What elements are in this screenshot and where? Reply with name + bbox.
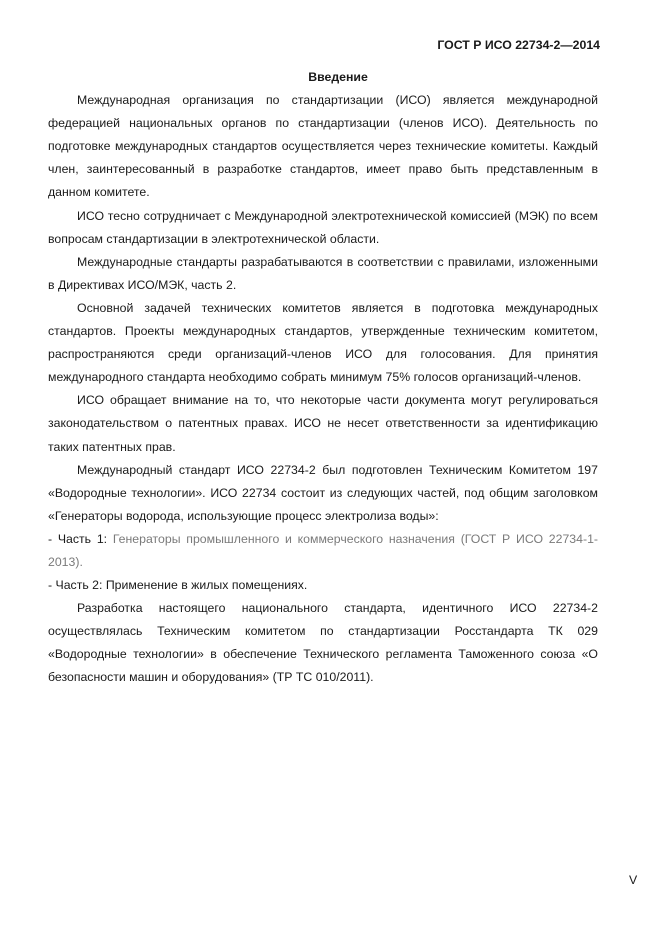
part-1-text: Генераторы промышленного и коммерческого назначения (ГОСТ Р ИСО 22734-1-2013). xyxy=(48,531,598,569)
introduction-section xyxy=(48,66,598,690)
document-header: ГОСТ Р ИСО 22734-2—2014 xyxy=(437,38,600,52)
paragraph-development: Разработка настоящего национального стандарта, идентичного ИСО 22734-2 осуществлялась Техническим комитетом по стандартизации Росстандарта ТК 029 «Водородные технологии» в обеспечение Технического регламента Таможенного союза «О безопасности машин и оборудования» (ТР ТС 010/2011). xyxy=(48,601,598,685)
paragraph-directives: Международные стандарты разрабатываются в соответствии с правилами, изложенными в Директивах ИСО/МЭК, часть 2. xyxy=(48,254,598,292)
paragraph-committee-task: Основной задачей технических комитетов является в подготовка международных стандартов. Проекты международных стандартов, утвержденные техническим комитетом, распространяются среди организаций-членов ИСО для голосования. Для принятия международного стандарта необходимо собрать минимум 75% голосов организаций-членов. xyxy=(48,300,598,385)
part-1-prefix: - Часть 1: xyxy=(48,531,108,546)
section-title: Введение xyxy=(308,70,368,84)
list-item-part-1 xyxy=(48,528,598,574)
paragraph-iso-intro: Международная организация по стандартизации (ИСО) является международной федерацией национальных органов по стандартизации (членов ИСО). Деятельность по подготовке международных стандартов осуществляется через технические комитеты. Каждый член, заинтересованный в разработке стандартов, имеет право быть представленным в данном комитете. xyxy=(48,93,598,200)
page-number: V xyxy=(629,873,638,887)
paragraph-standard-parts: Международный стандарт ИСО 22734-2 был подготовлен Техническим Комитетом 197 «Водородные технологии». ИСО 22734 состоит из следующих частей, под общим заголовком «Генераторы водорода, использующие процесс электролиза воды»: xyxy=(48,462,598,523)
list-item-part-2: - Часть 2: Применение в жилых помещениях. xyxy=(48,578,308,593)
paragraph-patent-notice: ИСО обращает внимание на то, что некоторые части документа могут регулироваться законодательством о патентных правах. ИСО не несет ответственности за идентификацию таких патентных прав. xyxy=(48,393,598,454)
paragraph-iec-cooperation: ИСО тесно сотрудничает с Международной электротехнической комиссией (МЭК) по всем вопросам стандартизации в электротехнической области. xyxy=(48,208,598,246)
